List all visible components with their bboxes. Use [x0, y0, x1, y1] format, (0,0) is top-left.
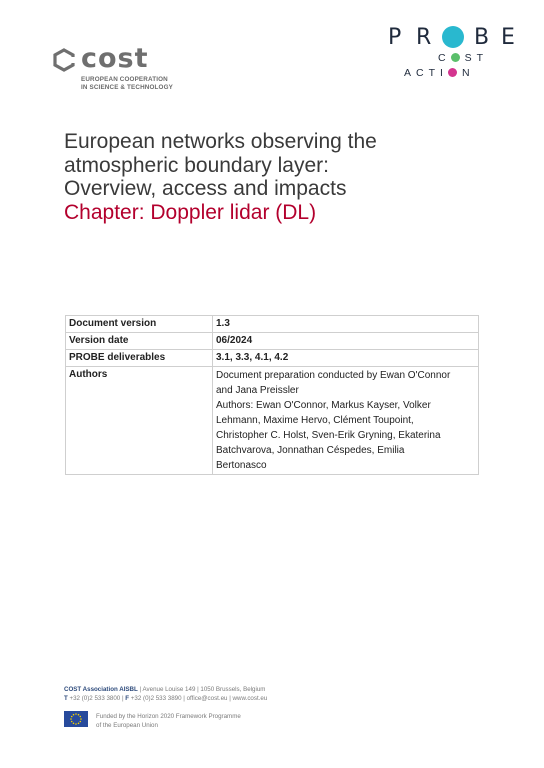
probe-action-a: A [404, 67, 417, 79]
probe-action-line [404, 67, 475, 79]
probe-green-dot-icon [451, 53, 460, 62]
probe-magenta-dot-icon [448, 68, 457, 77]
authors-line: Batchvarova, Jonnathan Céspedes, Emilia [216, 445, 405, 456]
table-value-cell: 1.3 [213, 316, 479, 333]
footer-contact [64, 685, 267, 703]
title-line-1: European networks observing the [64, 130, 377, 153]
footer-f-label: F [125, 695, 130, 702]
authors-line: Lehmann, Maxime Hervo, Clément Toupoint, [216, 415, 414, 426]
document-title [64, 130, 484, 224]
table-value-cell: 06/2024 [213, 333, 479, 350]
document-metadata-table [65, 315, 479, 475]
authors-line: Document preparation conducted by Ewan O'Connor [216, 370, 451, 381]
probe-letter-p: P [388, 25, 402, 50]
chapter-title: Chapter: Doppler lidar (DL) [64, 200, 317, 224]
authors-line: and Jana Preissler [216, 385, 299, 396]
eu-flag-icon [64, 711, 88, 727]
table-key-cell: Document version [66, 316, 213, 333]
probe-cost-t: T [476, 52, 489, 64]
authors-line: Authors: Ewan O'Connor, Markus Kayser, Volker [216, 400, 431, 411]
probe-action-t: T [428, 67, 441, 79]
probe-cost-c: C [438, 52, 451, 64]
table-row [66, 367, 479, 475]
table-key-cell: Version date [66, 333, 213, 350]
probe-cyan-dot-icon [442, 26, 464, 48]
eu-funding-line-1: Funded by the Horizon 2020 Framework Programme [96, 713, 241, 720]
footer-address: | Avenue Louise 149 | 1050 Brussels, Belgium [137, 686, 266, 693]
probe-letter-b: B [474, 25, 490, 50]
table-key-cell: PROBE deliverables [66, 350, 213, 367]
cost-subtitle [81, 76, 173, 92]
footer-t-label: T [64, 695, 68, 702]
table-row [66, 316, 479, 333]
probe-cost-s: S [464, 52, 477, 64]
eu-funding-text [96, 713, 241, 730]
table-row [66, 350, 479, 367]
cost-subtitle-line-1: EUROPEAN COOPERATION [81, 76, 168, 83]
table-value-cell: 3.1, 3.3, 4.1, 4.2 [213, 350, 479, 367]
probe-letter-e: E [501, 25, 515, 50]
footer-phone-line [64, 694, 267, 703]
title-line-3: Overview, access and impacts [64, 177, 347, 200]
probe-action-i: I [440, 67, 448, 79]
authors-line: Christopher C. Holst, Sven-Erik Gryning, Ekaterina [216, 430, 441, 441]
authors-line: Bertonasco [216, 460, 267, 471]
cost-hexagon-icon [52, 48, 76, 72]
title-line-2: atmospheric boundary layer: [64, 153, 329, 177]
cost-logo [52, 43, 182, 94]
table-row [66, 333, 479, 350]
cost-subtitle-line-2: IN SCIENCE & TECHNOLOGY [81, 84, 173, 91]
probe-cost-line [438, 52, 488, 64]
authors-cell [213, 367, 479, 475]
probe-wordmark [380, 24, 530, 52]
footer-org: COST Association AISBL [64, 686, 138, 693]
footer-phone: +32 (0)2 533 3800 | [67, 695, 126, 702]
probe-action-c: C [416, 67, 429, 79]
probe-logo [380, 24, 530, 84]
footer-fax: +32 (0)2 533 3890 | office@cost.eu | www.cost.eu [129, 695, 268, 702]
probe-action-n: N [461, 67, 475, 79]
table-key-cell: Authors [66, 367, 213, 475]
footer-address-line [64, 685, 267, 694]
cost-wordmark: cost [81, 43, 149, 74]
eu-funding-line-2: of the European Union [96, 721, 158, 729]
probe-letter-r: R [416, 25, 432, 50]
